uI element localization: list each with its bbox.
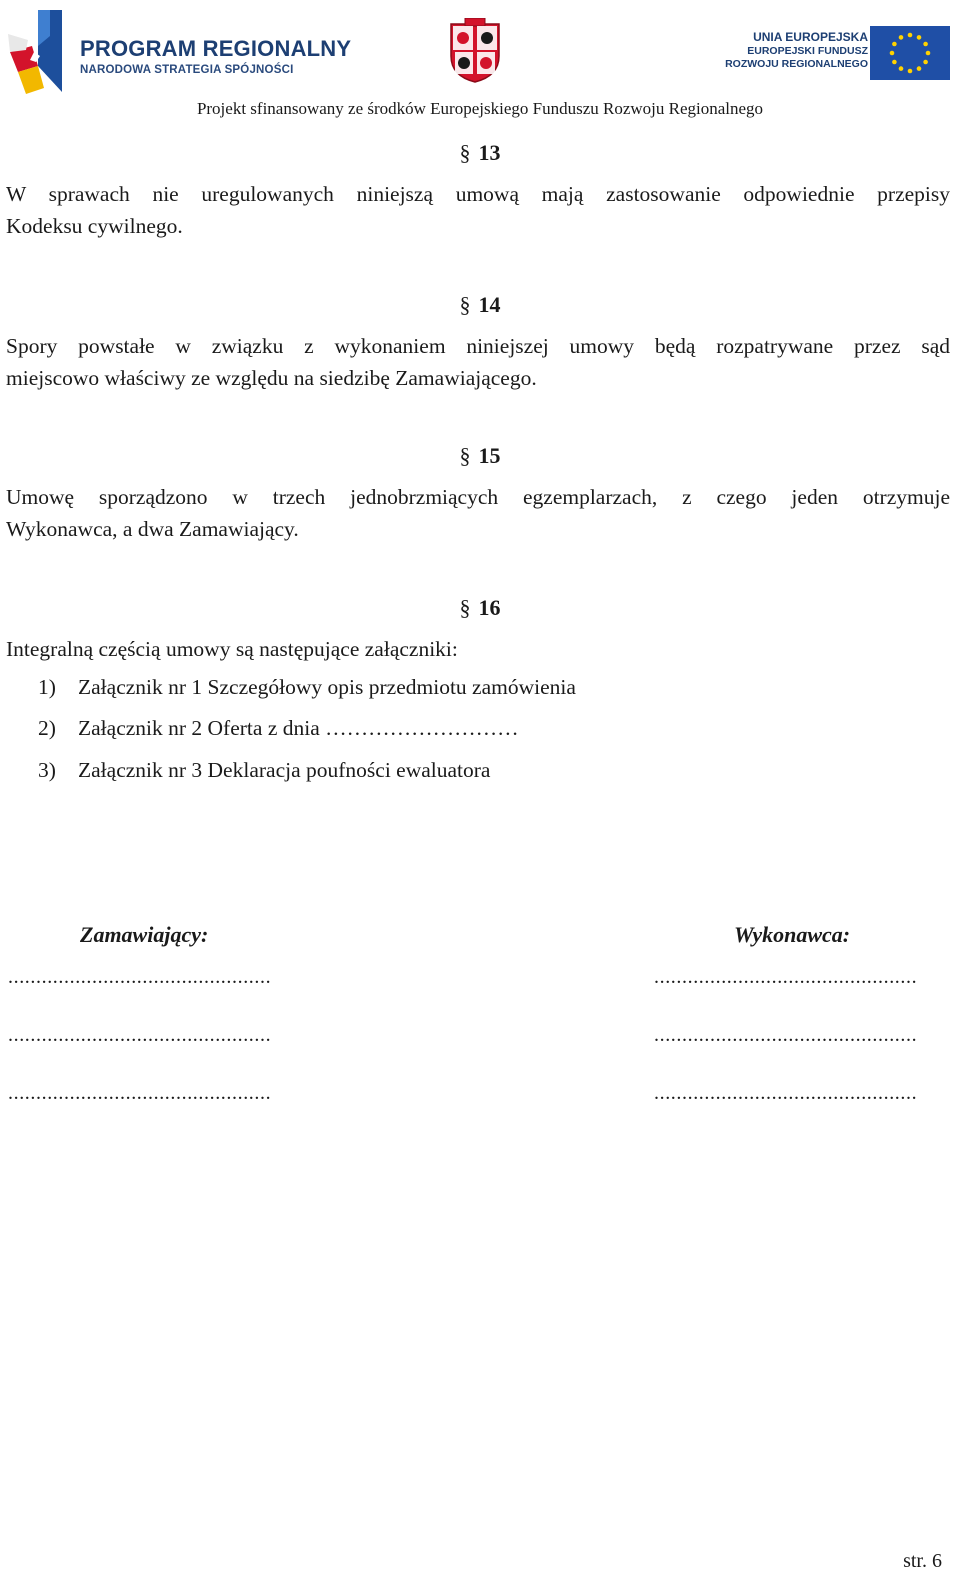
section-13-text — [6, 178, 950, 242]
coat-of-arms-icon — [447, 18, 503, 84]
section-15-line-1: Umowę sporządzono w trzech jednobrzmiących egzemplarzach, z czego jeden otrzymuje — [6, 485, 950, 509]
section-13-heading — [0, 140, 960, 166]
list-item — [38, 716, 738, 746]
section-14-text — [6, 330, 950, 394]
section-number: 15 — [478, 443, 501, 468]
eu-logo-line1: UNIA EUROPEJSKA — [753, 30, 868, 44]
eu-flag-icon — [870, 26, 950, 80]
section-number: 16 — [478, 595, 501, 620]
program-regionalny-title: PROGRAM REGIONALNY — [80, 36, 352, 61]
signature-label-contractor: Wykonawca: — [734, 922, 851, 947]
section-15-text — [6, 481, 950, 545]
coat-of-arms — [447, 18, 503, 84]
section-15-heading — [0, 443, 960, 469]
program-regionalny-logo-icon — [4, 6, 76, 98]
section-13-line-2: Kodeksu cywilnego. — [6, 214, 183, 238]
signature-line-right-3: ............................................... — [654, 1082, 918, 1104]
signature-line-right-2: ............................................... — [654, 1024, 918, 1046]
section-14-line-2: miejscowo właściwy ze względu na siedzibę Zamawiającego. — [6, 366, 537, 390]
page-number: str. 6 — [903, 1550, 942, 1572]
signature-line-left-3: ............................................... — [8, 1082, 272, 1104]
section-16-intro: Integralną częścią umowy są następujące załączniki: — [6, 637, 458, 661]
list-item-number: 1) — [38, 675, 56, 699]
section-symbol: § — [459, 140, 471, 165]
section-number: 13 — [478, 140, 501, 165]
section-15-line-2: Wykonawca, a dwa Zamawiający. — [6, 517, 299, 541]
section-13-line-1: W sprawach nie uregulowanych niniejszą umową mają zastosowanie odpowiednie przepisy — [6, 182, 950, 206]
list-item-text: Załącznik nr 1 Szczegółowy opis przedmiotu zamówienia — [78, 675, 576, 699]
list-item-text: Załącznik nr 3 Deklaracja poufności ewaluatora — [78, 758, 491, 782]
signature-line-left-2: ............................................... — [8, 1024, 272, 1046]
eu-logo — [725, 30, 960, 82]
funding-note: Projekt sfinansowany ze środków Europejskiego Funduszu Rozwoju Regionalnego — [196, 99, 764, 118]
eu-logo-line3: ROZWOJU REGIONALNEGO — [725, 58, 868, 70]
section-14-line-1: Spory powstałe w związku z wykonaniem niniejszej umowy będą rozpatrywane przez sąd — [6, 334, 950, 358]
signature-line-left-1: ............................................... — [8, 966, 272, 988]
list-item-number: 2) — [38, 716, 56, 740]
program-regionalny-logo — [4, 6, 352, 98]
list-item-text: Załącznik nr 2 Oferta z dnia ……………………… — [78, 716, 519, 740]
signature-label-ordering-party: Zamawiający: — [80, 922, 209, 947]
list-item — [38, 675, 738, 705]
signature-line-right-1: ............................................... — [654, 966, 918, 988]
section-symbol: § — [459, 292, 471, 317]
eu-logo-line2: EUROPEJSKI FUNDUSZ — [747, 45, 868, 57]
section-number: 14 — [478, 292, 501, 317]
section-14-heading — [0, 292, 960, 318]
section-symbol: § — [459, 443, 471, 468]
list-item-number: 3) — [38, 758, 56, 782]
program-regionalny-subtitle: NARODOWA STRATEGIA SPÓJNOŚCI — [80, 64, 294, 76]
list-item — [38, 758, 738, 788]
section-symbol: § — [459, 595, 471, 620]
section-16-heading — [0, 595, 960, 621]
